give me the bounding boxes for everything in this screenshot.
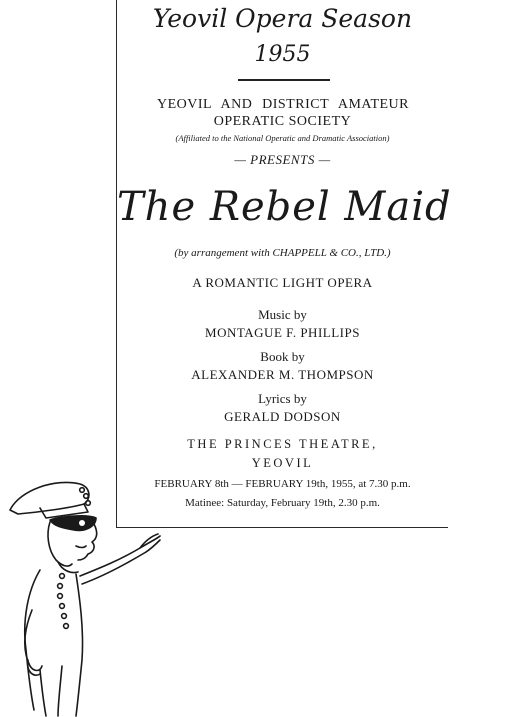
music-credit-label: Music by [258,307,307,322]
society-name-line1: YEOVIL AND DISTRICT AMATEUR [157,97,409,112]
music-credit-name: MONTAGUE F. PHILLIPS [205,325,360,340]
season-title: Yeovil Opera Season [152,4,413,33]
venue-town: YEOVIL [251,456,314,470]
society-name-line2: OPERATIC SOCIETY [213,114,352,129]
matinee-time: Matinee: Saturday, February 19th, 2.30 p.m. [185,497,380,509]
lyrics-credit-name: GERALD DODSON [224,409,341,424]
book-credit-name: ALEXANDER M. THOMPSON [191,367,374,382]
lyrics-credit-label: Lyrics by [258,391,307,406]
programme-panel [117,0,452,527]
bellboy-caricature-icon [0,460,170,717]
venue-theatre: THE PRINCES THEATRE, [187,437,378,451]
season-year: 1955 [254,42,311,67]
opera-type: A ROMANTIC LIGHT OPERA [192,275,373,290]
title-divider [238,79,330,81]
opera-title: The Rebel Maid [117,184,452,230]
presents-label: — PRESENTS — [234,152,331,167]
performance-dates: FEBRUARY 8th — FEBRUARY 19th, 1955, at 7.30 p.m. [154,478,411,490]
book-credit-label: Book by [260,349,305,364]
affiliation-note: (Affiliated to the National Operatic and Dramatic Association) [175,133,390,143]
arrangement-note: (by arrangement with CHAPPELL & CO., LTD.) [174,247,391,259]
